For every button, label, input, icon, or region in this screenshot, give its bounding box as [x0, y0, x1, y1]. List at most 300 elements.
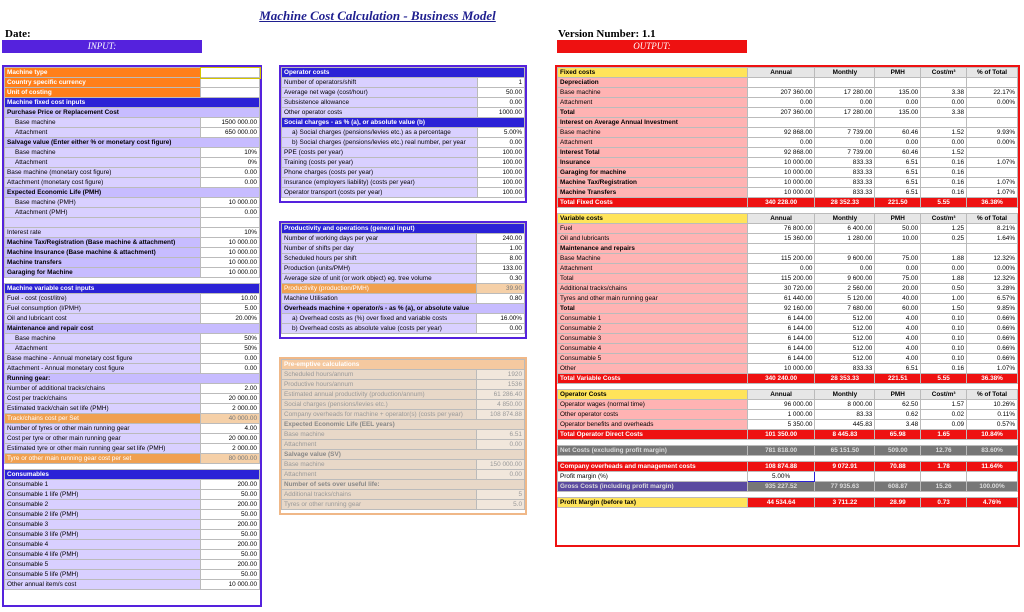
operator-input-value-field[interactable]: 100.00	[477, 158, 524, 168]
machine-input-label: Cost per track/chains	[5, 394, 201, 404]
machine-input-value-field[interactable]: 0.00	[201, 208, 260, 218]
variable-costs-label: Total	[558, 304, 748, 314]
machine-input-value-field[interactable]: 10 000.00	[201, 238, 260, 248]
fixed-costs-value: 6.51	[875, 188, 921, 198]
variable-costs-value	[815, 244, 875, 254]
operator-costs-total-label: Total Operator Direct Costs	[558, 430, 748, 440]
productivity-input-value-field[interactable]: 16.00%	[477, 314, 525, 324]
machine-input-value-field[interactable]: 0.00	[201, 354, 260, 364]
machine-input-value-field[interactable]	[201, 78, 260, 88]
fixed-costs-value: 0.00	[815, 138, 875, 148]
machine-input-value-field[interactable]: 10%	[201, 148, 260, 158]
machine-input-value-field[interactable]	[201, 68, 260, 78]
machine-input-label: Garaging for Machine	[5, 268, 201, 278]
variable-costs-value: 5 120.00	[815, 294, 875, 304]
output-table	[557, 67, 1018, 508]
machine-input-label: Machine Insurance (Base machine & attachment)	[5, 248, 201, 258]
productivity-input-label: Average size of unit (or work object) eg. tree volume	[282, 274, 477, 284]
fixed-costs-value: 135.00	[875, 88, 921, 98]
variable-costs-header-row	[558, 214, 1018, 224]
operator-costs-total-value: 8 445.83	[815, 430, 875, 440]
machine-input-value-field[interactable]: 20.00%	[201, 314, 260, 324]
fixed-costs-row	[558, 168, 1018, 178]
variable-costs-label: Fuel	[558, 224, 748, 234]
variable-costs-value: 6 400.00	[815, 224, 875, 234]
fixed-costs-total-value: 36.38%	[967, 198, 1018, 208]
variable-costs-total-value: 5.55	[921, 374, 967, 384]
gross-costs-row	[558, 482, 1018, 492]
variable-costs-value: 115 200.00	[747, 274, 815, 284]
operator-input-value-field[interactable]: 100.00	[477, 178, 524, 188]
fixed-costs-total-label: Total Fixed Costs	[558, 198, 748, 208]
machine-input-value-field[interactable]: 10.00	[201, 294, 260, 304]
variable-costs-value: 0.66%	[967, 344, 1018, 354]
machine-input-row	[5, 268, 260, 278]
variable-costs-value: 10 000.00	[747, 364, 815, 374]
operator-input-value-field[interactable]: 1	[477, 78, 524, 88]
fixed-costs-value	[967, 168, 1018, 178]
fixed-costs-label: Interest on Average Annual Investment	[558, 118, 748, 128]
machine-input-row	[5, 98, 260, 108]
machine-input-label: Consumable 2 life (PMH)	[5, 510, 201, 520]
machine-input-value-field[interactable]: 10 000.00	[201, 198, 260, 208]
variable-costs-value: 0.10	[921, 324, 967, 334]
fixed-costs-value: 0.00	[875, 98, 921, 108]
machine-input-label: Number of tyres or other main running gear	[5, 424, 201, 434]
variable-costs-value: 1.88	[921, 254, 967, 264]
fixed-costs-value	[815, 118, 875, 128]
variable-costs-total-value: 221.51	[875, 374, 921, 384]
fixed-costs-row	[558, 128, 1018, 138]
variable-costs-value: 512.00	[815, 354, 875, 364]
productivity-input-value-field[interactable]: 133.00	[477, 264, 525, 274]
machine-input-value-field[interactable]: 0%	[201, 158, 260, 168]
fixed-costs-value: 0.00%	[967, 138, 1018, 148]
date-label: Date:	[5, 28, 31, 40]
operator-input-label: PPE (costs per year)	[282, 148, 478, 158]
fixed-costs-value: 17 280.00	[815, 88, 875, 98]
net-costs-row	[558, 446, 1018, 456]
operator-costs-total-value: 65.98	[875, 430, 921, 440]
fixed-costs-label: Attachment	[558, 98, 748, 108]
fixed-costs-row	[558, 158, 1018, 168]
fixed-costs-value: 207 360.00	[747, 108, 815, 118]
machine-input-row	[5, 434, 260, 444]
variable-costs-total-row	[558, 374, 1018, 384]
productivity-input-value-field[interactable]: 0.00	[477, 324, 525, 334]
variable-costs-value: 0.10	[921, 334, 967, 344]
productivity-input-section-header: Productivity and operations (general input)	[282, 224, 525, 234]
machine-input-row	[5, 108, 260, 118]
operator-costs-panel	[279, 65, 527, 203]
variable-costs-value: 0.10	[921, 314, 967, 324]
fixed-costs-value: 7 739.00	[815, 148, 875, 158]
productivity-input-row	[282, 274, 525, 284]
fixed-costs-value: 833.33	[815, 168, 875, 178]
empty-cell	[815, 472, 875, 482]
fixed-costs-total-value: 340 228.00	[747, 198, 815, 208]
machine-input-row	[5, 128, 260, 138]
variable-costs-row	[558, 294, 1018, 304]
preemptive-calculated-value: 0.00	[477, 470, 525, 480]
variable-costs-value: 6 144.00	[747, 354, 815, 364]
variable-costs-row	[558, 224, 1018, 234]
machine-input-row	[5, 284, 260, 294]
operator-input-label: Number of operators/shift	[282, 78, 478, 88]
machine-input-value-field[interactable]: 200.00	[201, 480, 260, 490]
fixed-costs-value: 1.07%	[967, 158, 1018, 168]
operator-input-row	[282, 88, 525, 98]
operator-input-label: Subsistence allowance	[282, 98, 478, 108]
machine-input-value-field[interactable]: 10 000.00	[201, 268, 260, 278]
fixed-costs-value: 0.00	[875, 138, 921, 148]
machine-input-row	[5, 138, 260, 148]
preemptive-label: Social charges (pensions/levies etc.)	[282, 400, 477, 410]
variable-costs-value: 833.33	[815, 364, 875, 374]
productivity-input-value-field[interactable]: 0.80	[477, 294, 525, 304]
operator-input-value-field[interactable]: 0.00	[477, 138, 524, 148]
fixed-costs-value: 1.52	[921, 128, 967, 138]
machine-input-row	[5, 550, 260, 560]
operator-input-label: b) Social charges (pensions/levies etc.) real number, per year	[282, 138, 478, 148]
machine-input-row	[5, 530, 260, 540]
variable-costs-label: Additional tracks/chains	[558, 284, 748, 294]
preemptive-row	[282, 380, 525, 390]
machine-input-value-field[interactable]: 50.00	[201, 570, 260, 580]
machine-input-value-field[interactable]: 200.00	[201, 560, 260, 570]
overheads-value: 9 072.91	[815, 462, 875, 472]
fixed-costs-row	[558, 78, 1018, 88]
variable-costs-label: Consumable 4	[558, 344, 748, 354]
machine-input-value-field[interactable]: 10 000.00	[201, 248, 260, 258]
variable-costs-value: 1.00	[921, 294, 967, 304]
machine-input-value-field[interactable]: 50.00	[201, 530, 260, 540]
fixed-costs-label: Interest Total	[558, 148, 748, 158]
variable-costs-column-header: Cost/m³	[921, 214, 967, 224]
variable-costs-value: 4.00	[875, 314, 921, 324]
preemptive-subsection-label: Number of sets over useful life:	[282, 480, 525, 490]
fixed-costs-value: 0.00	[815, 98, 875, 108]
machine-input-value-field[interactable]: 0.00	[201, 364, 260, 374]
machine-input-value-field[interactable]: 200.00	[201, 540, 260, 550]
variable-costs-value: 1.88	[921, 274, 967, 284]
machine-input-value-field[interactable]: 50.00	[201, 490, 260, 500]
operator-input-row	[282, 158, 525, 168]
fixed-costs-value: 0.00	[747, 138, 815, 148]
machine-input-subsection-label: Salvage value (Enter either % or monetary cost figure)	[5, 138, 260, 148]
variable-costs-value: 60.00	[875, 304, 921, 314]
fixed-costs-column-header: PMH	[875, 68, 921, 78]
variable-costs-value: 0.66%	[967, 354, 1018, 364]
machine-input-row	[5, 258, 260, 268]
variable-costs-value: 4.00	[875, 354, 921, 364]
productivity-input-value-field[interactable]: 8.00	[477, 254, 525, 264]
machine-input-value-field[interactable]: 200.00	[201, 500, 260, 510]
productivity-input-value-field[interactable]: 240.00	[477, 234, 525, 244]
variable-costs-row	[558, 314, 1018, 324]
preemptive-row	[282, 370, 525, 380]
preemptive-label: Additional tracks/chains	[282, 490, 477, 500]
fixed-costs-total-value: 28 352.33	[815, 198, 875, 208]
fixed-costs-value: 0.00	[747, 98, 815, 108]
machine-input-row	[5, 344, 260, 354]
operator-input-row	[282, 188, 525, 198]
productivity-input-row	[282, 294, 525, 304]
variable-costs-value: 92 160.00	[747, 304, 815, 314]
variable-costs-column-header: % of Total	[967, 214, 1018, 224]
machine-input-row	[5, 540, 260, 550]
machine-input-label: Country specific currency	[5, 78, 201, 88]
machine-input-row	[5, 560, 260, 570]
machine-input-value-field[interactable]: 50%	[201, 344, 260, 354]
input-banner: INPUT:	[2, 40, 202, 53]
machine-input-row	[5, 570, 260, 580]
variable-costs-value: 0.16	[921, 364, 967, 374]
variable-costs-value: 6 144.00	[747, 324, 815, 334]
machine-input-row	[5, 490, 260, 500]
fixed-costs-value: 7 739.00	[815, 128, 875, 138]
operator-input-section-header: Operator costs	[282, 68, 525, 78]
machine-input-label: Attachment	[5, 158, 201, 168]
machine-input-value-field[interactable]: 50.00	[201, 510, 260, 520]
variable-costs-value: 61 440.00	[747, 294, 815, 304]
machine-input-row	[5, 424, 260, 434]
variable-costs-row	[558, 334, 1018, 344]
productivity-input-value-field[interactable]: 0.30	[477, 274, 525, 284]
fixed-costs-value: 1.07%	[967, 188, 1018, 198]
fixed-costs-value: 92 868.00	[747, 148, 815, 158]
fixed-costs-value: 0.16	[921, 168, 967, 178]
operator-input-value-field[interactable]: 100.00	[477, 168, 524, 178]
variable-costs-label: Tyres and other main running gear	[558, 294, 748, 304]
fixed-costs-value: 10 000.00	[747, 168, 815, 178]
fixed-costs-value	[967, 118, 1018, 128]
fixed-costs-value: 0.16	[921, 188, 967, 198]
machine-input-row	[5, 188, 260, 198]
variable-costs-value: 6 144.00	[747, 334, 815, 344]
variable-costs-value: 6 144.00	[747, 344, 815, 354]
fixed-costs-value: 92 868.00	[747, 128, 815, 138]
preemptive-label: Base machine	[282, 460, 477, 470]
machine-input-row	[5, 470, 260, 480]
variable-costs-value: 3.28%	[967, 284, 1018, 294]
machine-input-label: Estimated track/chain set life (PMH)	[5, 404, 201, 414]
machine-input-value-field[interactable]	[201, 88, 260, 98]
operator-input-label: Phone charges (costs per year)	[282, 168, 478, 178]
machine-input-value-field[interactable]: 10 000.00	[201, 580, 260, 590]
fixed-costs-value: 10 000.00	[747, 158, 815, 168]
machine-input-label: Machine transfers	[5, 258, 201, 268]
operator-costs-value: 5 350.00	[747, 420, 815, 430]
operator-input-row	[282, 148, 525, 158]
operator-input-label: Insurance (employers liability) (costs per year)	[282, 178, 478, 188]
fixed-costs-value: 135.00	[875, 108, 921, 118]
variable-costs-value	[921, 244, 967, 254]
machine-input-value-field[interactable]: 1500 000.00	[201, 118, 260, 128]
variable-costs-value: 75.00	[875, 274, 921, 284]
operator-costs-row	[558, 400, 1018, 410]
machine-input-value-field[interactable]: 200.00	[201, 520, 260, 530]
operator-costs-value: 445.83	[815, 420, 875, 430]
preemptive-calculated-value: 1920	[477, 370, 525, 380]
machine-input-row	[5, 314, 260, 324]
machine-input-value-field[interactable]: 650 000.00	[201, 128, 260, 138]
variable-costs-label: Attachment	[558, 264, 748, 274]
machine-input-label: Other annual item/s cost	[5, 580, 201, 590]
overheads-value: 70.88	[875, 462, 921, 472]
preemptive-label: Productive hours/annum	[282, 380, 477, 390]
productivity-input-subsection-label: Overheads machine + operator/s - as % (a), or absolute value	[282, 304, 525, 314]
preemptive-row	[282, 480, 525, 490]
machine-input-row	[5, 248, 260, 258]
machine-input-value-field: 40 000.00	[201, 414, 260, 424]
machine-input-label: Base machine (PMH)	[5, 198, 201, 208]
machine-input-subsection-label: Running gear:	[5, 374, 260, 384]
machine-input-row	[5, 158, 260, 168]
fixed-costs-value	[967, 78, 1018, 88]
machine-input-row	[5, 208, 260, 218]
operator-costs-column-header: Annual	[747, 390, 815, 400]
preemptive-calculated-value: 4 850.00	[477, 400, 525, 410]
operator-input-label: Operator transport (costs per year)	[282, 188, 478, 198]
operator-costs-total-value: 101 350.00	[747, 430, 815, 440]
variable-costs-value: 2 560.00	[815, 284, 875, 294]
machine-input-value-field[interactable]: 0.00	[201, 168, 260, 178]
fixed-costs-value: 207 360.00	[747, 88, 815, 98]
operator-costs-value: 0.02	[921, 410, 967, 420]
productivity-input-value-field[interactable]: 1.00	[477, 244, 525, 254]
machine-input-value-field[interactable]: 10%	[201, 228, 260, 238]
variable-costs-label: Maintenance and repairs	[558, 244, 748, 254]
machine-input-label: Attachment (monetary cost figure)	[5, 178, 201, 188]
machine-input-value-field[interactable]: 5.00	[201, 304, 260, 314]
preemptive-calculated-value: 108 874.88	[477, 410, 525, 420]
machine-input-value-field[interactable]: 4.00	[201, 424, 260, 434]
variable-costs-value: 1.07%	[967, 364, 1018, 374]
variable-costs-row	[558, 244, 1018, 254]
preemptive-row	[282, 420, 525, 430]
preemptive-subsection-label: Salvage value (SV)	[282, 450, 525, 460]
fixed-costs-column-header: Monthly	[815, 68, 875, 78]
fixed-costs-label: Base machine	[558, 128, 748, 138]
machine-input-value-field[interactable]	[201, 218, 260, 228]
operator-input-value-field[interactable]: 1000.00	[477, 108, 524, 118]
variable-costs-value: 512.00	[815, 324, 875, 334]
fixed-costs-value: 6.51	[875, 158, 921, 168]
variable-costs-row	[558, 354, 1018, 364]
machine-input-row	[5, 304, 260, 314]
net-costs-label: Net Costs (excluding profit margin)	[558, 446, 748, 456]
machine-input-value-field[interactable]: 0.00	[201, 178, 260, 188]
operator-input-label: Training (costs per year)	[282, 158, 478, 168]
gross-costs-value: 608.87	[875, 482, 921, 492]
profit-margin-value: 0.73	[921, 498, 967, 508]
machine-input-row	[5, 374, 260, 384]
machine-input-row	[5, 354, 260, 364]
operator-input-value-field[interactable]: 50.00	[477, 88, 524, 98]
fixed-costs-value	[921, 78, 967, 88]
preemptive-panel	[279, 357, 527, 515]
overheads-row	[558, 462, 1018, 472]
productivity-input-row	[282, 264, 525, 274]
variable-costs-row	[558, 264, 1018, 274]
productivity-input-row	[282, 254, 525, 264]
machine-input-value-field[interactable]: 50%	[201, 334, 260, 344]
productivity-input-row	[282, 304, 525, 314]
machine-input-label: Cost per tyre or other main running gear	[5, 434, 201, 444]
variable-costs-column-header: PMH	[875, 214, 921, 224]
gross-costs-value: 77 935.63	[815, 482, 875, 492]
machine-input-label: Consumable 3 life (PMH)	[5, 530, 201, 540]
productivity-input-label: b) Overhead costs as absolute value (costs per year)	[282, 324, 477, 334]
machine-input-value-field[interactable]: 10 000.00	[201, 258, 260, 268]
machine-input-value-field[interactable]: 20 000.00	[201, 434, 260, 444]
machine-input-label: Unit of costing	[5, 88, 201, 98]
machine-input-row	[5, 88, 260, 98]
variable-costs-total-label: Total Variable Costs	[558, 374, 748, 384]
preemptive-label: Attachment	[282, 470, 477, 480]
operator-costs-value: 0.11%	[967, 410, 1018, 420]
version-label: Version Number: 1.1	[558, 28, 656, 40]
fixed-costs-value: 833.33	[815, 188, 875, 198]
productivity-input-label: Machine Utilisation	[282, 294, 477, 304]
operator-input-value-field[interactable]: 100.00	[477, 188, 524, 198]
variable-costs-label: Consumable 2	[558, 324, 748, 334]
machine-input-row	[5, 404, 260, 414]
operator-input-value-field[interactable]: 5.00%	[477, 128, 524, 138]
machine-input-value-field[interactable]: 2.00	[201, 384, 260, 394]
fixed-costs-header-row	[558, 68, 1018, 78]
variable-costs-value: 50.00	[875, 224, 921, 234]
fixed-costs-label: Base machine	[558, 88, 748, 98]
fixed-costs-value	[747, 78, 815, 88]
variable-costs-row	[558, 304, 1018, 314]
preemptive-row	[282, 490, 525, 500]
fixed-costs-value: 0.00	[921, 138, 967, 148]
machine-input-value-field[interactable]: 2 000.00	[201, 444, 260, 454]
machine-input-row	[5, 218, 260, 228]
profit-margin-input-field[interactable]: 5.00%	[747, 472, 815, 482]
variable-costs-value: 4.00	[875, 344, 921, 354]
variable-costs-value: 12.32%	[967, 274, 1018, 284]
operator-input-value-field[interactable]: 100.00	[477, 148, 524, 158]
variable-costs-value: 0.66%	[967, 334, 1018, 344]
productivity-input-label: Production (units/PMH)	[282, 264, 477, 274]
fixed-costs-column-header: Fixed costs	[558, 68, 748, 78]
machine-input-label: Consumable 5 life (PMH)	[5, 570, 201, 580]
fixed-costs-total-row	[558, 198, 1018, 208]
machine-input-value-field: 80 000.00	[201, 454, 260, 464]
variable-costs-row	[558, 284, 1018, 294]
fixed-costs-value: 9.93%	[967, 128, 1018, 138]
fixed-costs-total-value: 5.55	[921, 198, 967, 208]
variable-costs-row	[558, 254, 1018, 264]
fixed-costs-label: Machine Tax/Registration	[558, 178, 748, 188]
machine-input-value-field[interactable]: 20 000.00	[201, 394, 260, 404]
machine-input-label: Attachment (PMH)	[5, 208, 201, 218]
variable-costs-label: Consumable 3	[558, 334, 748, 344]
operator-input-row	[282, 168, 525, 178]
machine-input-value-field[interactable]: 2 000.00	[201, 404, 260, 414]
net-costs-value: 83.60%	[967, 446, 1018, 456]
preemptive-label: Tyres or other running gear	[282, 500, 477, 510]
machine-input-value-field[interactable]: 50.00	[201, 550, 260, 560]
preemptive-calculated-value: 5	[477, 490, 525, 500]
operator-costs-row	[558, 420, 1018, 430]
machine-input-section-header: Machine fixed cost inputs	[5, 98, 260, 108]
machine-input-label: Consumable 3	[5, 520, 201, 530]
operator-input-value-field[interactable]: 0.00	[477, 98, 524, 108]
